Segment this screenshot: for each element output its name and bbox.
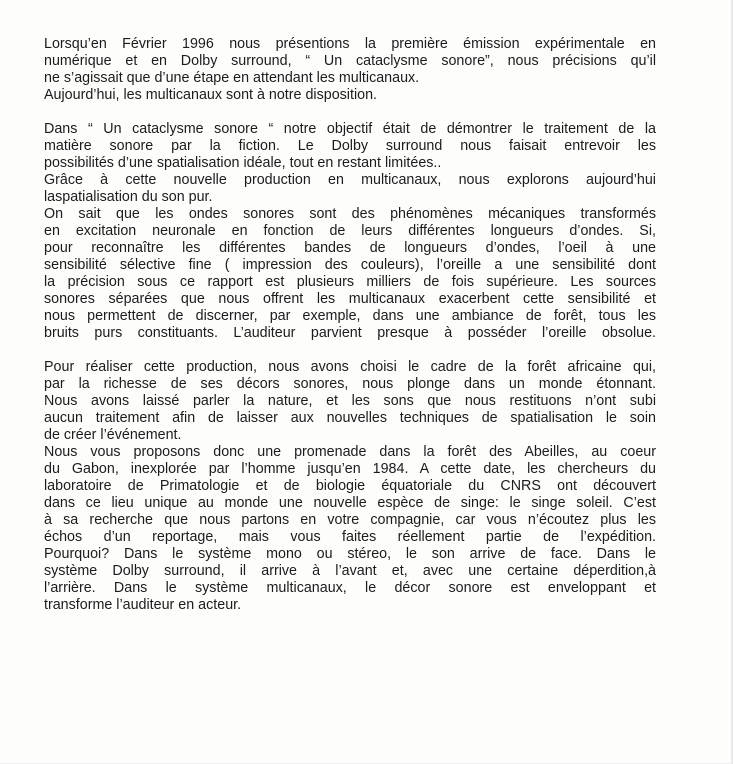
paragraph-3-line-1: Pour réaliser cette production, nous avons choisi le cadre de la forêt africaine qui, bbox=[44, 359, 656, 375]
paragraph-2-line-11: sonores séparées que nous offrent les multicanaux exacerbent cette sensibilité et bbox=[44, 291, 656, 307]
paragraph-3-line-10: à sa recherche que nous partons en votre compagnie, car vous n’écoutez plus les bbox=[44, 512, 656, 528]
paragraph-3-line-6: Nous vous proposons donc une promenade dans la forêt des Abeilles, au coeur bbox=[44, 444, 656, 460]
paragraph-2-line-4: Grâce à cette nouvelle production en multicanaux, nous explorons aujourd’hui bbox=[44, 172, 656, 188]
paragraph-1-line-3: ne s’agissait que d’une étape en attendant les multicanaux. bbox=[44, 70, 420, 86]
paragraph-3-line-15: transforme l’auditeur en acteur. bbox=[44, 597, 242, 613]
paragraph-3-line-4: aucun traitement afin de laisser aux nouvelles techniques de spatialisation le soin bbox=[44, 410, 656, 426]
paragraph-2-line-8: pour reconnaître les différentes bandes de longueurs d’ondes, l’oeil à une bbox=[44, 240, 656, 256]
paragraph-3-line-2: par la richesse de ses décors sonores, nous plonge dans un monde étonnant. bbox=[44, 376, 656, 392]
paragraph-2-line-3: possibilités d’une spatialisation idéale, tout en restant limitées.. bbox=[44, 155, 442, 171]
paragraph-3-line-11: échos d’un reportage, mais vous faites réellement partie de l’expédition. bbox=[44, 529, 656, 545]
document-body bbox=[44, 36, 656, 631]
paragraph-2-line-2: matière sonore par la fiction. Le Dolby surround nous faisait entrevoir les bbox=[44, 138, 656, 154]
paragraph-3 bbox=[44, 359, 656, 614]
paragraph-2-line-1: Dans “ Un cataclysme sonore “ notre objectif était de démontrer le traitement de la bbox=[44, 121, 656, 137]
paragraph-3-line-5: de créer l’événement. bbox=[44, 427, 182, 443]
paragraph-1 bbox=[44, 36, 656, 104]
paragraph-1-line-4: Aujourd’hui, les multicanaux sont à notre disposition. bbox=[44, 87, 377, 103]
paragraph-2-line-6: On sait que les ondes sonores sont des phénomènes mécaniques transformés bbox=[44, 206, 656, 222]
paragraph-2-line-12: nous permettent de discerner, par exemple, dans une ambiance de forêt, tous les bbox=[44, 308, 656, 324]
paragraph-3-line-3: Nous avons laissé parler la nature, et les sons que nous restituons n’ont subi bbox=[44, 393, 656, 409]
paragraph-2-line-5: laspatialisation du son pur. bbox=[44, 189, 213, 205]
paragraph-3-line-12: Pourquoi? Dans le système mono ou stéreo, le son arrive de face. Dans le bbox=[44, 546, 656, 562]
paragraph-1-line-1: Lorsqu’en Février 1996 nous présentions la première émission expérimentale en bbox=[44, 36, 656, 52]
paragraph-2-line-10: la précision sous ce rapport est plusieurs milliers de fois supérieure. Les sources bbox=[44, 274, 656, 290]
paragraph-3-line-14: l’arrière. Dans le système multicanaux, le décor sonore est enveloppant et bbox=[44, 580, 656, 596]
paragraph-2-line-7: en excitation neuronale en fonction de leurs différentes longueurs d’ondes. Si, bbox=[44, 223, 656, 239]
paragraph-3-line-8: laboratoire de Primatologie et de biologie équatoriale du CNRS ont découvert bbox=[44, 478, 656, 494]
paragraph-1-line-2: numérique et en Dolby surround, “ Un cataclysme sonore”, nous précisions qu’il bbox=[44, 53, 656, 69]
paragraph-2-line-13: bruits purs constituants. L’auditeur parvient presque à posséder l’oreille obsolue. bbox=[44, 325, 656, 341]
paragraph-2 bbox=[44, 121, 656, 342]
paragraph-3-line-13: système Dolby surround, il arrive à l’avant et, avec une certaine déperdition,à bbox=[44, 563, 656, 579]
paragraph-2-line-9: sensibilité sélective fine ( impression des couleurs), l’oreille a une sensibilité dont bbox=[44, 257, 656, 273]
paragraph-3-line-7: du Gabon, inexplorée par l’homme jusqu’en 1984. A cette date, les chercheurs du bbox=[44, 461, 656, 477]
paragraph-3-line-9: dans ce lieu unique au monde une nouvelle espèce de singe: le singe soleil. C’est bbox=[44, 495, 656, 511]
